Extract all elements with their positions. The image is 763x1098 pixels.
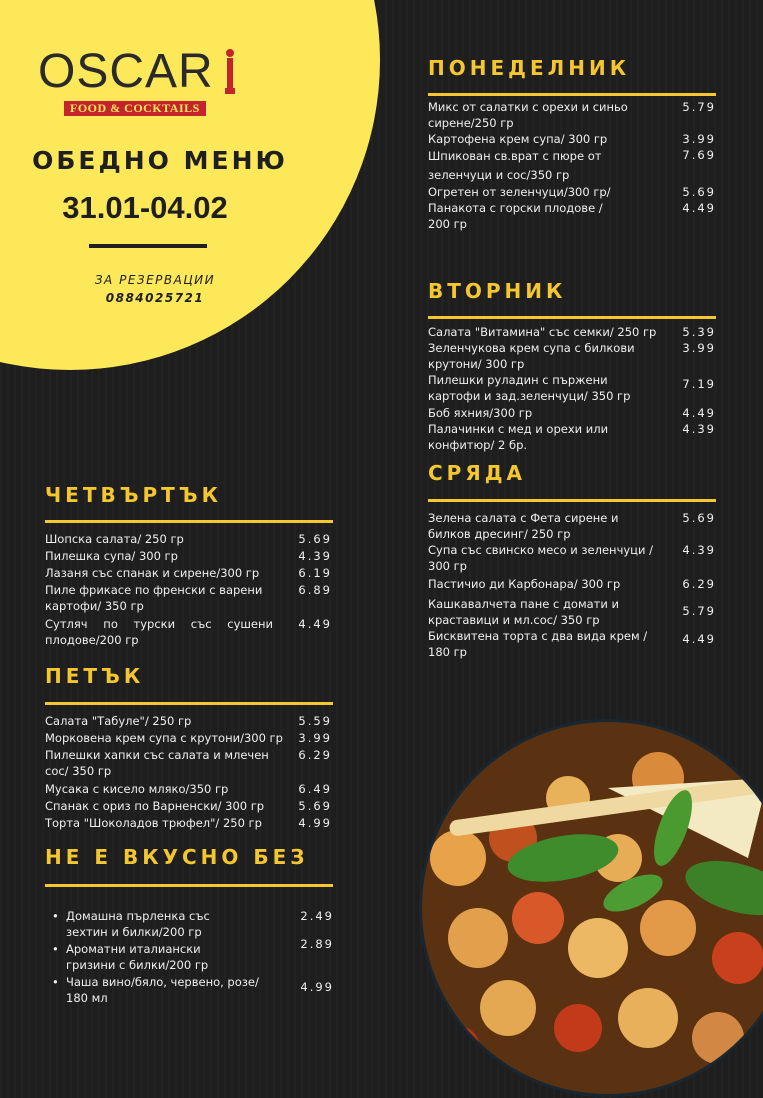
menu-item-price: 6.19: [298, 566, 332, 580]
menu-item: [428, 131, 716, 147]
menu-item-name: Сутляч по турски със сушени плодове/200 гр: [45, 617, 273, 647]
menu-item-price: 4.49: [682, 632, 716, 646]
section-title-thursday: ЧЕТВЪРТЪК: [45, 483, 222, 507]
list-item: [44, 974, 334, 1007]
menu-item-price: 5.39: [682, 325, 716, 339]
menu-item: [45, 730, 332, 747]
menu-item: [428, 324, 716, 340]
menu-item: [428, 99, 716, 131]
menu-item-price: 2.49: [300, 909, 334, 923]
menu-item-name: Спанак с ориз по Варненски/ 300 гр: [45, 799, 265, 813]
menu-item-price: 3.99: [682, 132, 716, 146]
menu-list-thursday: [45, 531, 332, 648]
menu-item: [428, 340, 716, 372]
oscar-figure-icon: [224, 48, 236, 96]
menu-list-extras: [44, 908, 334, 1007]
menu-item-name: Бисквитена торта с два вида крем / 180 гр: [428, 629, 648, 659]
menu-item-name: Морковена крем супа с крутони/300 гр: [45, 731, 283, 745]
menu-item-price: 3.99: [682, 341, 716, 355]
section-rule-extras: [45, 884, 333, 887]
food-dish-image: [418, 718, 763, 1098]
section-rule-friday: [45, 702, 333, 705]
menu-item: [428, 184, 716, 200]
menu-item-price: 4.49: [682, 201, 716, 215]
section-title-tuesday: ВТОРНИК: [428, 279, 567, 303]
menu-title: ОБЕДНО МЕНЮ: [32, 146, 288, 175]
menu-item: [45, 713, 332, 730]
menu-item-price: 5.79: [682, 604, 716, 618]
menu-item-name: Пилешка супа/ 300 гр: [45, 549, 178, 563]
menu-item-name: Ароматни италиански гризини с билки/200 гр: [66, 942, 209, 972]
menu-item: [45, 798, 332, 815]
menu-item: [45, 582, 332, 616]
menu-item-price: 6.29: [682, 577, 716, 591]
menu-item-name: Шопска салата/ 250 гр: [45, 532, 184, 546]
menu-item-name: Палачинки с мед и орехи или конфитюр/ 2 бр.: [428, 422, 609, 452]
menu-item: [45, 548, 332, 565]
oscar-logo: [38, 46, 253, 122]
logo-wordmark: OSCAR: [38, 45, 214, 98]
section-title-extras: НЕ Е ВКУСНО БЕЗ: [45, 845, 309, 869]
section-title-wednesday: СРЯДА: [428, 461, 527, 485]
menu-item-name: Лазаня със спанак и сирене/300 гр: [45, 566, 260, 580]
menu-item-name: Салата "Витамина" със семки/ 250 гр: [428, 325, 657, 339]
list-item: [44, 908, 334, 941]
menu-item-price: 4.49: [682, 406, 716, 420]
menu-item-price: 5.79: [682, 100, 716, 114]
menu-item-price: 4.99: [300, 980, 334, 994]
menu-item: [428, 596, 716, 628]
menu-item-name: Пастичио ди Карбонара/ 300 гр: [428, 577, 621, 591]
menu-item-price: 5.69: [682, 185, 716, 199]
menu-item-price: 4.39: [682, 422, 716, 436]
menu-item: [45, 531, 332, 548]
menu-item-price: 5.69: [682, 511, 716, 525]
menu-item-name: Чаша вино/бяло, червено, розе/ 180 мл: [66, 975, 259, 1005]
menu-item-name: Огретен от зеленчуци/300 гр/: [428, 185, 611, 199]
menu-item-name: Панакота с горски плодове / 200 гр: [428, 201, 603, 231]
menu-item-price: 6.49: [298, 782, 332, 796]
menu-item-price: 7.69: [682, 148, 716, 162]
section-rule-thursday: [45, 520, 333, 523]
menu-item-name: Пиле фрикасе по френски с варени картофи/ 350 гр: [45, 583, 263, 613]
menu-item-name: Картофена крем супа/ 300 гр: [428, 132, 608, 146]
menu-item-name: Домашна пърленка със зехтин и билки/200 гр: [66, 909, 210, 939]
menu-item-price: 2.89: [300, 937, 334, 951]
menu-item-name: Зеленчукова крем супа с билкови крутони/ 300 гр: [428, 341, 635, 371]
list-item: [44, 937, 334, 974]
menu-list-tuesday: [428, 324, 716, 453]
menu-item-name: Пилешки хапки със салата и млечен сос/ 350 гр: [45, 748, 269, 778]
menu-item: [45, 815, 332, 832]
menu-item: [45, 565, 332, 582]
menu-item-name: Шпикован св.врат с пюре от зеленчуци и сос/350 гр: [428, 149, 602, 182]
menu-item-name: Салата "Табуле"/ 250 гр: [45, 714, 192, 728]
menu-item: [428, 628, 716, 660]
menu-item-name: Микс от салатки с орехи и синьо сирене/250 гр: [428, 100, 628, 130]
menu-item-price: 4.49: [298, 617, 332, 631]
menu-item-price: 4.39: [298, 549, 332, 563]
menu-item-price: 7.19: [682, 377, 716, 391]
menu-list-monday: [428, 99, 716, 232]
menu-item: [428, 576, 716, 596]
menu-item-price: 4.99: [298, 816, 332, 830]
menu-item-price: 6.29: [298, 748, 332, 762]
menu-dates: 31.01-04.02: [62, 190, 228, 225]
menu-item-name: Торта "Шоколадов трюфел"/ 250 гр: [45, 816, 262, 830]
menu-item: [428, 542, 716, 576]
menu-item-name: Боб яхния/300 гр: [428, 406, 533, 420]
menu-item: [428, 421, 716, 453]
bullet-icon: •: [52, 942, 59, 956]
menu-item: [428, 405, 716, 421]
menu-item-price: 4.39: [682, 543, 716, 557]
menu-list-wednesday: [428, 510, 716, 660]
menu-item-price: 3.99: [298, 731, 332, 745]
section-title-monday: ПОНЕДЕЛНИК: [428, 56, 631, 80]
menu-item-price: 5.69: [298, 799, 332, 813]
menu-item-price: 5.69: [298, 532, 332, 546]
reservations-phone: 0884025721: [105, 291, 205, 305]
menu-item: [45, 747, 332, 781]
menu-item-name: Зелена салата с Фета сирене и билков дресинг/ 250 гр: [428, 511, 619, 541]
menu-item: [45, 616, 332, 648]
menu-item-name: Кашкавалчета пане с домати и краставици и мл.сос/ 350 гр: [428, 597, 619, 627]
menu-item-name: Пилешки руладин с пържени картофи и зад.зеленчуци/ 350 гр: [428, 373, 631, 403]
menu-item-price: 6.89: [298, 583, 332, 597]
menu-item-name: Мусака с кисело мляко/350 гр: [45, 782, 229, 796]
reservations-label: ЗА РЕЗЕРВАЦИИ: [94, 273, 216, 287]
bullet-icon: •: [52, 975, 59, 989]
menu-item: [428, 147, 716, 184]
menu-item-price: 5.59: [298, 714, 332, 728]
section-title-friday: ПЕТЪК: [45, 664, 145, 688]
menu-item: [428, 510, 716, 542]
menu-item: [428, 372, 716, 405]
section-rule-monday: [428, 93, 716, 96]
menu-item: [45, 781, 332, 798]
divider: [89, 244, 207, 248]
menu-list-friday: [45, 713, 332, 832]
section-rule-tuesday: [428, 316, 716, 319]
section-rule-wednesday: [428, 499, 716, 502]
bullet-icon: •: [52, 909, 59, 923]
menu-item: [428, 200, 716, 232]
menu-item-name: Супа със свинско месо и зеленчуци / 300 гр: [428, 543, 653, 573]
logo-subtitle: FOOD & COCKTAILS: [64, 101, 206, 116]
